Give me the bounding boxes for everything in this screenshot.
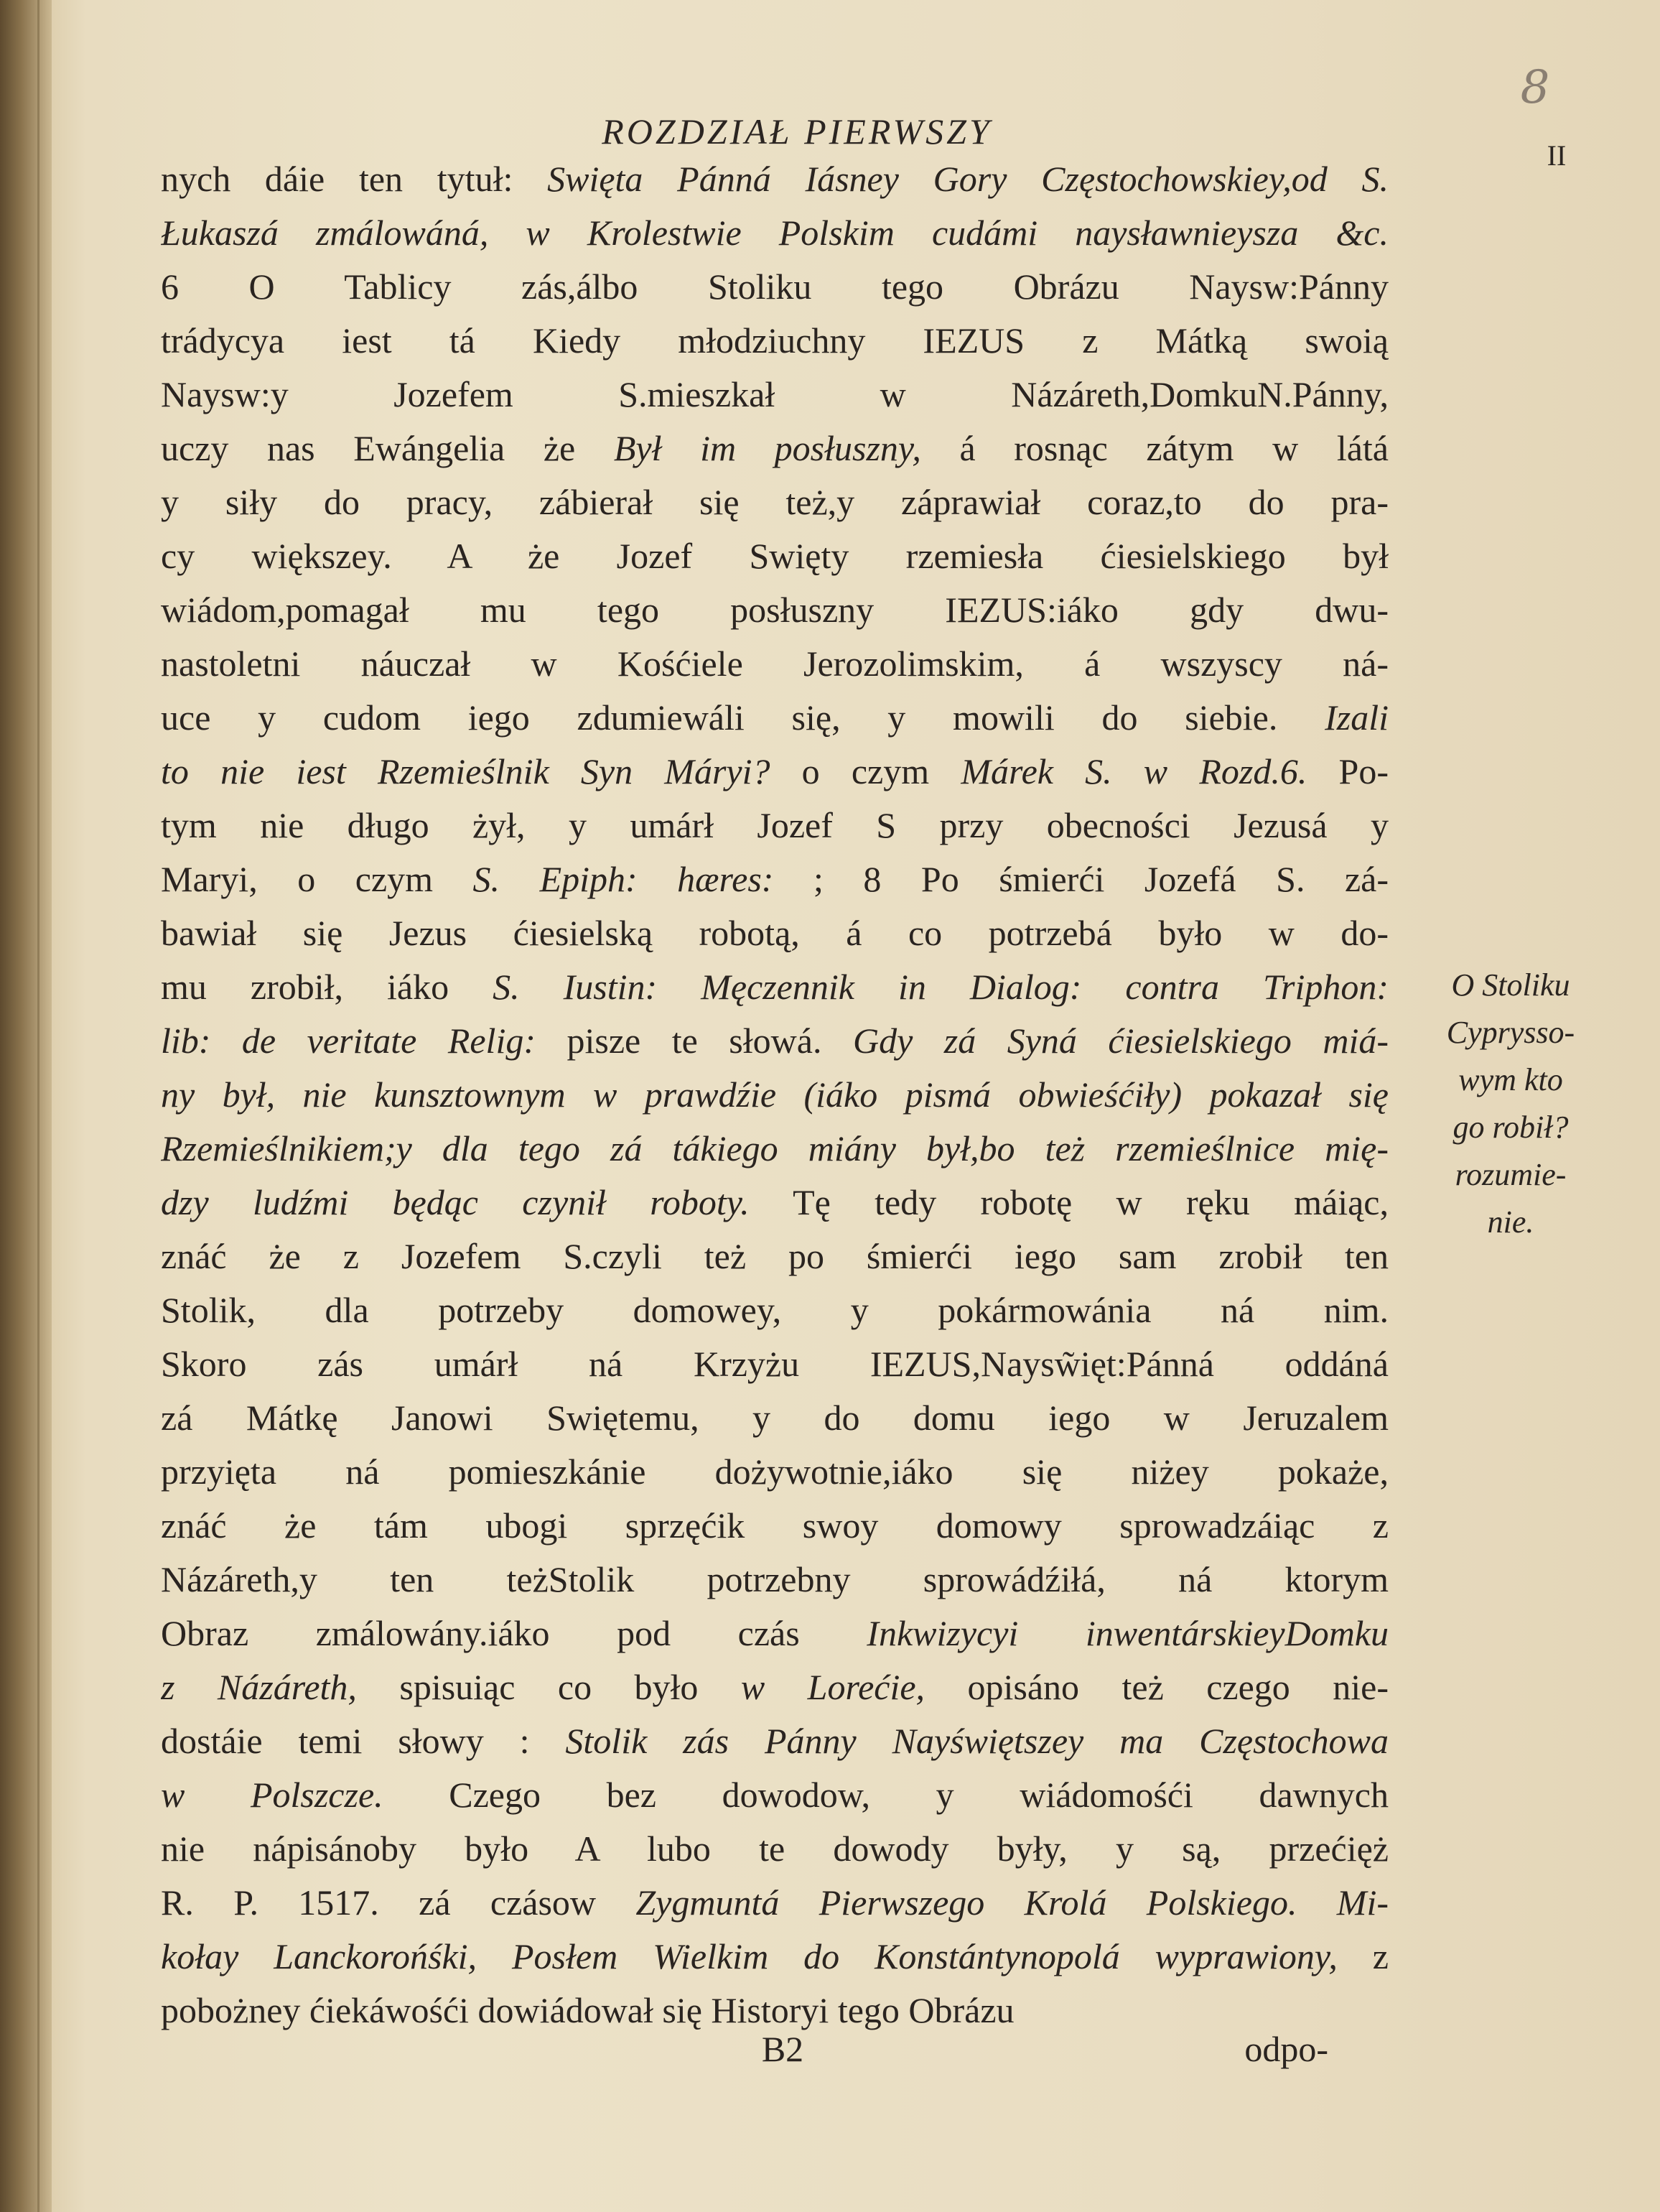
text-segment: nie nápisánoby było A lubo te dowody były, y są, przećięż [161,1828,1389,1869]
italic-text-segment: w Polszcze. [161,1775,383,1815]
foliation-number: 8 [1520,61,1550,114]
margin-notes [1396,962,1626,1278]
text-segment: pobożney ćiekáwośći dowiádował się Historyi tego Obrázu [161,1990,1015,2030]
running-head: ROZDZIAŁ PIERWSZY [602,111,992,152]
text-line [161,154,1389,204]
text-line [161,1554,1389,1604]
signature-mark: II [1547,139,1567,172]
text-line [161,1500,1389,1551]
text-line [161,692,1389,743]
margin-note-line: O Stoliku [1451,967,1570,1003]
text-segment: zá Mátkę Janowi Swiętemu, y do domu iego w Jeruzalem [161,1398,1389,1438]
italic-text-segment: Márek S. w Rozd.6. [961,751,1307,791]
margin-note-line: rozumie- [1455,1157,1567,1192]
text-segment: o czym [770,751,961,791]
italic-text-segment: Zygmuntá Pierwszego Krolá Polskiego. Mi- [635,1882,1389,1923]
text-segment: wiádom,pomagał mu tego posłuszny IEZUS:iáko gdy dwu- [161,590,1389,630]
italic-text-segment: Swięta Pánná Iásney Gory Częstochowskiey,od S. [547,159,1389,199]
text-segment: ; 8 Po śmierći Jozefá S. zá- [773,859,1389,899]
italic-text-segment: Był im posłuszny, [613,428,921,468]
italic-text-segment: Łukaszá zmálowáná, w Krolestwie Polskim cudámi naysławnieysza &c. [161,213,1389,253]
text-line [161,423,1389,473]
catchword: odpo- [1244,2029,1328,2069]
text-segment: dostáie temi słowy : [161,1721,566,1761]
text-line [161,1770,1389,1820]
text-line [161,369,1389,419]
text-segment: znáć że z Jozefem S.czyli też po śmierći iego sam zrobił ten [161,1236,1389,1276]
text-segment: bawiał się Jezus ćiesielską robotą, á co potrzebá było w do- [161,913,1389,953]
text-segment: trádycya iest tá Kiedy młodziuchny IEZUS z Mátką swoią [161,320,1389,361]
text-line [161,1931,1389,1981]
text-segment: nastoletni náuczał w Kośćiele Jerozolimskim, á wszyscy ná- [161,643,1389,684]
italic-text-segment: Rzemieślnikiem;y dla tego zá tákiego miány był,bo też rzemieślnice mię- [161,1128,1389,1168]
text-line [161,1123,1389,1174]
text-line [161,1285,1389,1335]
text-line [161,1608,1389,1658]
text-segment: Po- [1307,751,1389,791]
text-segment: pisze te słowá. [536,1021,853,1061]
italic-text-segment: Inkwizycyi inwentárskieyDomku [867,1613,1389,1653]
text-line [161,746,1389,796]
text-segment: R. P. 1517. zá czásow [161,1882,636,1923]
text-segment: uce y cudom iego zdumiewáli się, y mowili do siebie. [161,697,1325,738]
text-segment: znáć że tám ubogi sprzęćik swoy domowy sprowadzáiąc z [161,1505,1389,1546]
text-segment: Naysw:y Jozefem S.mieszkał w Názáreth,DomkuN.Pánny, [161,374,1389,414]
italic-text-segment: z Názáreth, [161,1667,357,1707]
text-segment: przyięta ná pomieszkánie dożywotnie,iáko się niżey pokaże, [161,1451,1389,1492]
text-line [161,1069,1389,1120]
italic-text-segment: Izali [1325,697,1389,738]
text-segment: Skoro zás umárł ná Krzyżu IEZUS,Naysw̃ięt:Pánná oddáná [161,1344,1389,1384]
text-segment: Maryi, o czym [161,859,473,899]
text-line [161,1016,1389,1066]
italic-text-segment: to nie iest Rzemieślnik Syn Máryi? [161,751,770,791]
text-segment: spisuiąc co było [356,1667,741,1707]
text-segment: z [1337,1936,1389,1976]
italic-text-segment: S. Epiph: hæres: [472,859,774,899]
text-segment: mu zrobił, iáko [161,967,493,1007]
text-segment: uczy nas Ewángelia że [161,428,614,468]
text-line [161,638,1389,689]
main-text-block [161,154,1389,2057]
text-segment: tym nie długo żył, y umárł Jozef S przy obecności Jezusá y [161,805,1389,845]
text-line [161,1339,1389,1389]
text-line [161,585,1389,635]
text-line [161,1877,1389,1928]
text-line [161,854,1389,904]
margin-note-line: go robił? [1452,1110,1569,1145]
text-line [161,962,1389,1012]
text-line [161,1177,1389,1227]
binding-gutter [0,0,52,2212]
text-line [161,1393,1389,1443]
italic-text-segment: S. Iustin: Męczennik in Dialog: contra Triphon: [493,967,1389,1007]
italic-text-segment: dzy ludźmi będąc czynił roboty. [161,1182,750,1222]
text-line [161,315,1389,366]
italic-text-segment: Gdy zá Syná ćiesielskiego miá- [852,1021,1389,1061]
text-line [161,1662,1389,1712]
italic-text-segment: kołay Lanckorońśki, Posłem Wielkim do Konstántynopolá wyprawiony, [161,1936,1338,1976]
margin-note-line: Cyprysso- [1446,1015,1575,1050]
text-segment: Obraz zmálowány.iáko pod czás [161,1613,867,1653]
binding-thread [37,0,39,2212]
italic-text-segment: w Lorećie, [740,1667,925,1707]
text-line [161,1446,1389,1497]
text-segment: Tę tedy robotę w ręku máiąc, [749,1182,1389,1222]
text-segment: Stolik, dla potrzeby domowey, y pokármowánia ná nim. [161,1290,1389,1330]
italic-text-segment: lib: de veritate Relig: [161,1021,536,1061]
text-segment: Czego bez dowodow, y wiádomośći dawnych [383,1775,1389,1815]
text-line [161,800,1389,850]
signature-label: B2 [761,2029,804,2069]
text-line [161,208,1389,258]
text-line [161,908,1389,958]
text-line [161,477,1389,527]
text-segment: cy większey. A że Jozef Swięty rzemiesła ćiesielskiego był [161,536,1389,576]
text-segment: y siły do pracy, zábierał się też,y záprawiał coraz,to do pra- [161,482,1389,522]
text-line [161,261,1389,312]
text-line [161,1823,1389,1874]
text-line [161,1716,1389,1766]
italic-text-segment: ny był, nie kunsztownym w prawdźie (iáko pismá obwieśćiły) pokazał się [161,1074,1389,1115]
text-segment: Názáreth,y ten teżStolik potrzebny sprowádźiłá, ná ktorym [161,1559,1389,1599]
italic-text-segment: Stolik zás Pánny Nayświętszey ma Częstochowa [565,1721,1389,1761]
text-segment: 6 O Tablicy zás,álbo Stoliku tego Obrázu Naysw:Pánny [161,266,1389,307]
text-segment: á rosnąc zátym w látá [920,428,1389,468]
text-segment: nych dáie ten tytuł: [161,159,548,199]
text-segment: opisáno też czego nie- [925,1667,1389,1707]
text-line [161,531,1389,581]
text-line [161,1231,1389,1281]
margin-note-line: nie. [1487,1204,1534,1240]
margin-note-line: wym kto [1458,1062,1563,1097]
